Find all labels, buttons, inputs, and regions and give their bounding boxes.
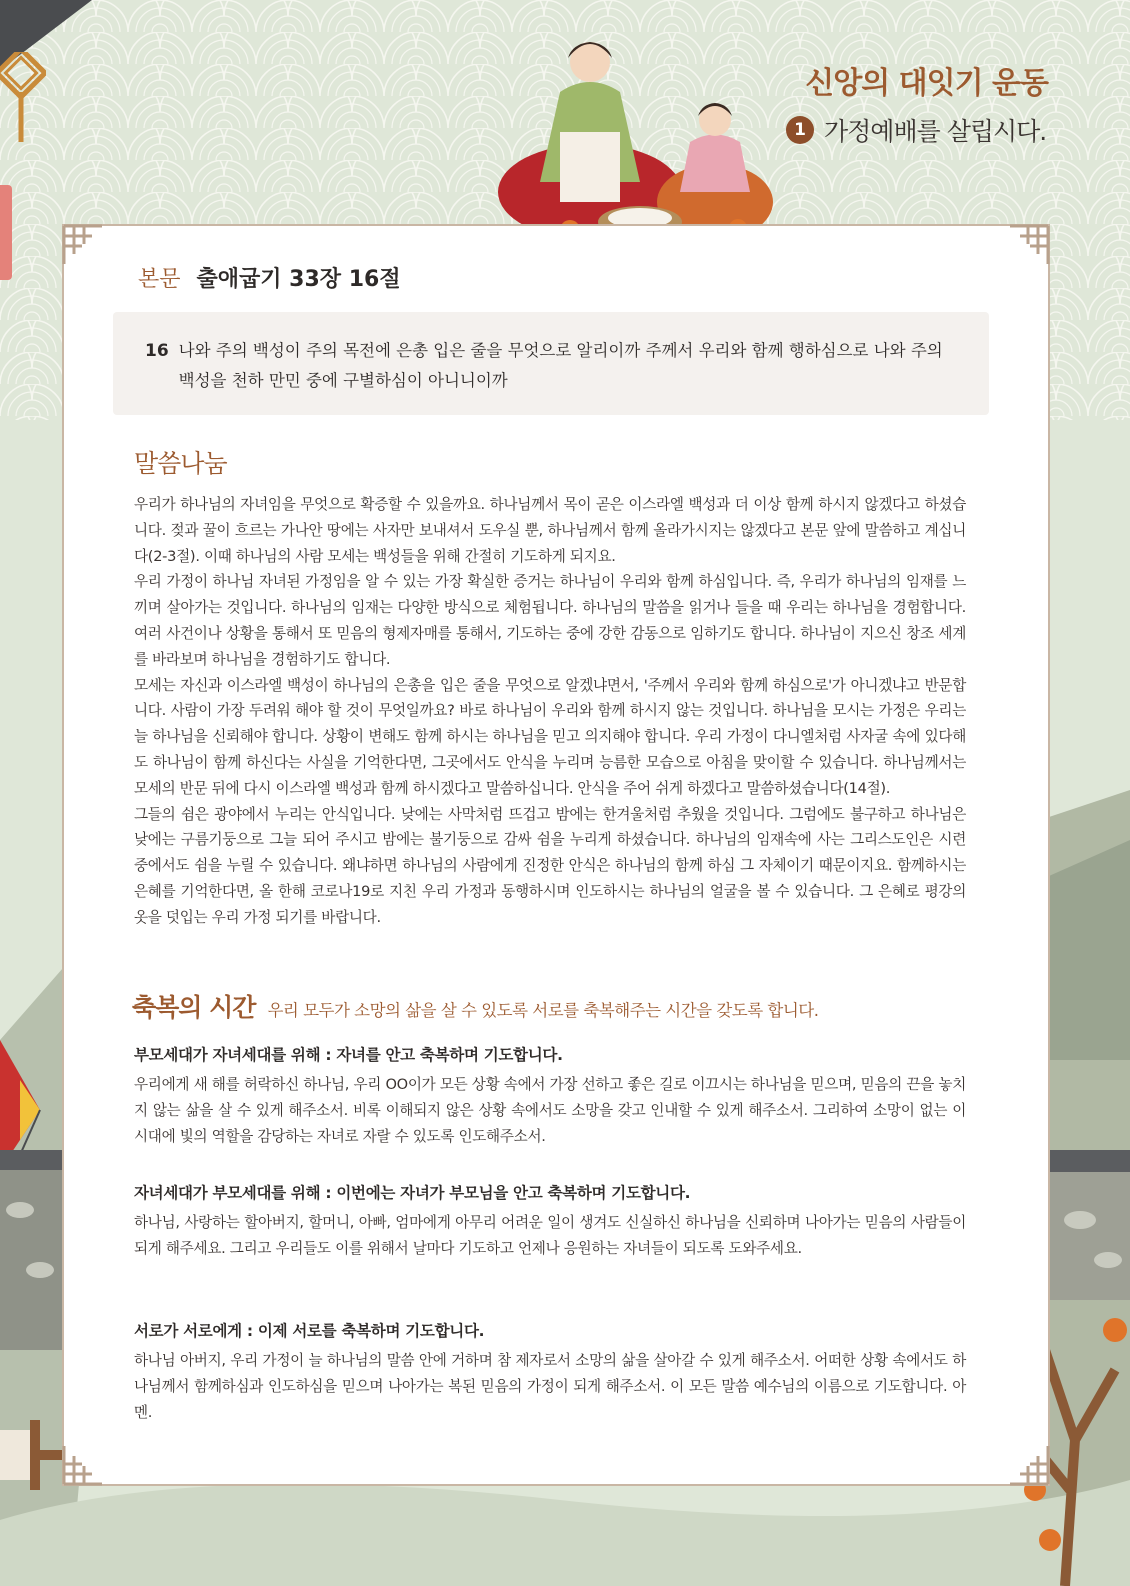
scripture-heading [138,262,401,293]
sharing-paragraph: 모세는 자신과 이스라엘 백성이 하나님의 은총을 입은 줄을 무엇으로 알겠냐면서, '주께서 우리와 함께 하심으로'가 아니겠냐고 반문합니다. 사람이 가장 두려워 해야 할 것이 무엇일까요? 바로 하나님이 우리와 함께 하시지 않는 것입니다. 하나님을 모시는 가정은 우리는 늘 하나님을 신뢰해야 합니다. 상황이 변해도 함께 하시는 하나님을 믿고 의지해야 합니다. 우리 가정이 다니엘처럼 사자굴 속에 있다해도 하나님이 함께 하신다는 사실을 기억한다면, 그곳에서도 안식을 누리며 능름한 모습으로 아침을 맞이할 수 있습니다. 하나님께서는 모세의 반문 뒤에 다시 이스라엘 백성과 함께 하시겠다고 말씀하십니다. 안식을 주어 쉬게 하겠다고 말씀하셨습니다(14절). [134,676,966,797]
prayer-text-parents: 우리에게 새 해를 허락하신 하나님, 우리 OO이가 모든 상황 속에서 가장 선하고 좋은 길로 이끄시는 하나님을 믿으며, 믿음의 끈을 놓치지 않는 삶을 살 수 있게 해주소서. 비록 이해되지 않은 상황 속에서도 소망을 갖고 인내할 수 있게 해주소서. 그리하여 소망이 없는 이 시대에 빛의 역할을 감당하는 자녀로 자랄 수 있도록 인도해주소서. [134,1076,966,1145]
mother-daughter-hanbok-illustration [490,22,790,254]
corner-lattice-icon [1006,222,1052,268]
section-number-badge: 1 [786,116,814,144]
sharing-paragraph: 그들의 쉼은 광야에서 누리는 안식입니다. 낮에는 사막처럼 뜨겁고 밤에는 한겨울처럼 추웠을 것입니다. 그럼에도 불구하고 하나님은 낮에는 구름기둥으로 그늘 되어 주시고 밤에는 불기둥으로 감싸 쉼을 누리게 하셨습니다. 하나님의 임재속에 사는 그리스도인은 시련 중에서도 쉼을 누릴 수 있습니다. 왜냐하면 하나님의 사람에게 진정한 안식은 하나님의 함께 하심 그 자체이기 때문이지요. 함께하시는 은혜를 기억한다면, 올 한해 코로나19로 지친 우리 가정과 동행하시며 인도하시는 하나님의 얼굴을 볼 수 있습니다. 그 은혜로 평강의 옷을 덧입는 우리 가정 되기를 바랍니다. [134,805,966,926]
prayer-text-mutual: 하나님 아버지, 우리 가정이 늘 하나님의 말씀 안에 거하며 참 제자로서 소망의 삶을 살아갈 수 있게 해주소서. 어떠한 상황 속에서도 하나님께서 함께하심과 인도하심을 믿으며 나아가는 복된 믿음의 가정이 되게 해주소서. 이 모든 말씀 예수님의 이름으로 기도합니다. 아멘. [134,1352,966,1421]
sharing-paragraph: 우리 가정이 하나님 자녀된 가정임을 알 수 있는 가장 확실한 증거는 하나님이 우리와 함께 하심입니다. 즉, 우리가 하나님의 임재를 느끼며 살아가는 것입니다. 하나님의 임재는 다양한 방식으로 체험됩니다. 하나님의 말씀을 읽거나 들을 때 우리는 하나님을 경험합니다. 여러 사건이나 상황을 통해서 또 믿음의 형제자매를 통해서, 기도하는 중에 강한 감동으로 임하기도 합니다. 하나님이 지으신 창조 세계를 바라보며 하나님을 경험하기도 합니다. [134,573,966,668]
prayer-heading-mutual: 서로가 서로에게 : 이제 서로를 축복하며 기도합니다. [134,1322,485,1340]
scripture-label: 본문 [138,267,181,292]
blessing-title: 축복의 시간 [132,993,256,1022]
knot-ornament-icon [0,52,46,144]
blessing-subtitle: 우리 모두가 소망의 삶을 살 수 있도록 서로를 축복해주는 시간을 갖도록 합니다. [267,1001,819,1020]
sharing-title: 말씀나눔 [134,449,227,478]
side-tab-ribbon [0,185,12,280]
verse-text: 나와 주의 백성이 주의 목전에 은총 입은 줄을 무엇으로 알리이까 주께서 우리와 함께 행하심으로 나와 주의 백성을 천하 만민 중에 구별하심이 아니니이까 [178,341,943,390]
corner-lattice-icon [60,1442,106,1488]
verse-box [113,312,989,415]
stone-wall-right [1050,1150,1130,1300]
prayer-text-children: 하나님, 사랑하는 할아버지, 할머니, 아빠, 엄마에게 아무리 어려운 일이 생겨도 신실하신 하나님을 신뢰하며 나아가는 믿음의 사람들이 되게 해주세요. 그리고 우리들도 이를 위해서 날마다 기도하고 언제나 응원하는 자녀들이 되도록 도와주세요. [134,1214,966,1257]
scripture-reference: 출애굽기 33장 16절 [196,267,401,292]
prayer-heading-parents: 부모세대가 자녀세대를 위해 : 자녀를 안고 축복하며 기도합니다. [134,1046,563,1064]
page-subtitle [786,112,1046,148]
stone-wall-left [0,1150,70,1350]
sharing-body [134,492,966,931]
corner-lattice-icon [60,222,106,268]
prayer-heading-children: 자녀세대가 부모세대를 위해 : 이번에는 자녀가 부모님을 안고 축복하며 기도합니다. [134,1184,691,1202]
corner-lattice-icon [1006,1442,1052,1488]
sharing-paragraph: 우리가 하나님의 자녀임을 무엇으로 확증할 수 있을까요. 하나님께서 목이 곧은 이스라엘 백성과 더 이상 함께 하시지 않겠다고 하셨습니다. 젖과 꿀이 흐르는 가나안 땅에는 사자만 보내셔서 도우실 뿐, 하나님께서 함께 올라가시지는 않겠다고 본문 앞에 말씀하고 계십니다(2-3절). 이때 하나님의 사람 모세는 백성들을 위해 간절히 기도하게 되지요. [134,496,966,565]
blessing-heading [132,988,818,1024]
page-title: 신앙의 대잇기 운동 [805,66,1048,101]
verse-number: 16 [145,341,169,361]
subtitle-text: 가정예배를 살립시다. [824,117,1047,146]
